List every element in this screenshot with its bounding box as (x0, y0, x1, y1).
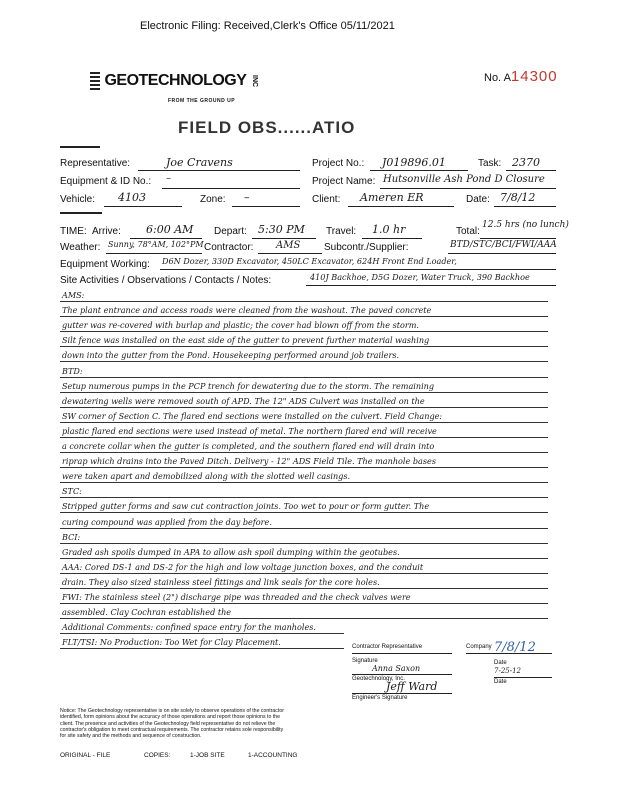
note-line: were taken apart and demobilized along with the slotted well casings. (62, 471, 351, 482)
note-line: BTD: (62, 365, 83, 376)
ruled-line (60, 528, 548, 529)
ruled-line (60, 543, 548, 544)
note-line: plastic flared end sections were used instead of metal. The northern flared end will receive (62, 425, 437, 436)
notice-line: identified, form opinions about the accuracy of those operations and report those opinions to the (60, 714, 281, 721)
note-line: FWI: The stainless steel (2") discharge pipe was threaded and the check valves were (62, 592, 411, 602)
ruled-line (60, 603, 548, 604)
equip-working-value: D6N Dozer, 330D Excavator, 450LC Excavator, 624H Front End Loader, (162, 256, 457, 266)
contractor-label: Contractor: (204, 242, 254, 253)
zone-label: Zone: (200, 194, 226, 205)
logo-mark-icon (90, 72, 100, 90)
ruled-line (60, 346, 548, 347)
company-name: GEOTECHNOLOGY (104, 72, 247, 89)
note-line: riprap which drains into the Paved Ditch. Delivery - 12" ADS Field Tile. The manhole bases (62, 456, 436, 467)
note-line: gutter was re-covered with burlap and plastic; the cover had blown off from the storm. (62, 320, 419, 331)
form-title: FIELD OBS......ATIO (178, 118, 356, 137)
notice-line: contractor's obligation to meet contractual requirements. The contractor retains sole responsibility (60, 726, 284, 733)
depart-label: Depart: (214, 226, 247, 237)
ruled-line (60, 588, 548, 589)
ruled-line (60, 482, 548, 483)
company-date: 7/8/12 (494, 640, 536, 655)
note-line: dewatering wells were removed south of APD. The 12" ADS Culvert was installed on the (62, 395, 425, 406)
signature-date: 7-25-12 (494, 667, 521, 675)
ruled-line (60, 512, 548, 513)
company-logo (90, 72, 258, 90)
representative-label: Representative: (60, 158, 131, 169)
signature-label: Signature (352, 658, 378, 664)
task-value: 2370 (512, 156, 540, 169)
ruled-line (60, 573, 548, 574)
ruled-line (60, 377, 548, 378)
equipment-label: Equipment & ID No.: (60, 176, 152, 187)
note-line: Stripped gutter forms and saw cut contraction joints. Too wet to pour or form gutter. The (62, 501, 430, 512)
total-value: 12.5 hrs (no lunch) (482, 220, 569, 230)
arrive-value: 6:00 AM (146, 223, 194, 236)
notice-line: for site safety and the methods and sequence of construction. (60, 733, 202, 740)
note-line: The plant entrance and access roads were cleaned from the washout. The paved concrete (62, 305, 432, 316)
project-no-label: Project No.: (312, 158, 365, 169)
note-line: curing compound was applied from the day before. (62, 516, 272, 527)
note-line: down into the gutter from the Pond. Housekeeping performed around job trailers. (62, 350, 400, 361)
footer-original: ORIGINAL - FILE (60, 752, 111, 759)
geotech-signature: Jeff Ward (386, 680, 438, 693)
client-value: Ameren ER (360, 191, 424, 204)
arrive-label: Arrive: (92, 226, 121, 237)
date-value: 7/8/12 (500, 191, 536, 204)
ruled-line (60, 407, 548, 408)
ruled-line (60, 452, 548, 453)
engineer-date-label: Date (494, 679, 507, 685)
subcontr-value: BTD/STC/BCI/FWI/AAA (450, 240, 557, 250)
task-label: Task: (478, 158, 502, 169)
note-line: AAA: Cored DS-1 and DS-2 for the high and low voltage junction boxes, and the conduit (62, 561, 424, 572)
weather-label: Weather: (60, 242, 101, 253)
vehicle-value: 4103 (118, 191, 146, 204)
footer-job-site: 1-JOB SITE (190, 752, 225, 759)
note-line: a concrete collar when the gutter is completed, and the southern flared end will drain into (62, 441, 435, 451)
company-suffix: INC (250, 74, 258, 88)
note-line: drain. They also sized stainless steel fittings and link seals for the core holes. (62, 576, 380, 587)
note-line: AMS: (62, 290, 85, 300)
time-label: TIME: (60, 226, 87, 237)
company-tagline: FROM THE GROUND UP (168, 98, 236, 104)
ruled-line (60, 392, 548, 393)
note-line: Additional Comments: confined space entry for the manholes. (62, 622, 316, 633)
note-line: FLT/TSI: No Production: Too Wet for Clay Placement. (62, 637, 281, 648)
zone-value: – (244, 191, 250, 204)
client-label: Client: (312, 194, 341, 205)
equipment-value: – (166, 173, 171, 184)
note-line: Graded ash spoils dumped in APA to allow ash spoil dumping within the geotubes. (62, 546, 400, 557)
filing-stamp: Electronic Filing: Received,Clerk's Office 05/11/2021 (140, 20, 395, 32)
ruled-line (60, 301, 548, 302)
ruled-line (60, 648, 344, 649)
note-line: BCI: (62, 531, 81, 542)
ruled-line (60, 467, 548, 468)
section-rule (60, 212, 102, 214)
ruled-line (60, 633, 344, 634)
note-line: assembled. Clay Cochran established the (62, 607, 232, 618)
representative-value: Joe Cravens (166, 156, 233, 169)
note-line: SW corner of Section C. The flared end sections were installed on the culvert. Field Change: (62, 410, 443, 421)
project-name-label: Project Name: (312, 176, 376, 187)
subcontr-label: Subcontr./Supplier: (324, 242, 409, 253)
ruled-line (60, 331, 548, 332)
geotech-label: Geotechnology, Inc. (352, 676, 405, 682)
travel-value: 1.0 hr (372, 223, 406, 236)
depart-value: 5:30 PM (258, 223, 305, 236)
signature-date-label: Date (494, 660, 507, 666)
notice-text (60, 708, 284, 739)
ruled-line (60, 422, 548, 423)
signature-value: Anna Saxon (372, 664, 421, 673)
title-rule (60, 146, 100, 148)
total-label: Total: (456, 226, 480, 237)
company-label: Company (466, 644, 492, 650)
ruled-line (60, 558, 548, 559)
note-line: Setup numerous pumps in the PCP trench for dewatering due to the storm. The remaining (62, 380, 435, 391)
contractor-value: AMS (276, 240, 301, 251)
ruled-line (60, 316, 548, 317)
travel-label: Travel: (326, 226, 357, 237)
activities-label: Site Activities / Observations / Contacts / Notes: (60, 275, 272, 286)
weather-value: Sunny, 78°AM, 102°PM (108, 240, 204, 249)
ruled-line (60, 618, 548, 619)
ruled-line (60, 437, 548, 438)
contractor-rep-label: Contractor Representative (352, 644, 423, 650)
doc-number-value: 14300 (510, 68, 558, 85)
footer-copies: COPIES: (144, 752, 171, 759)
activities-cont: 410J Backhoe, D5G Dozer, Water Truck, 390 Backhoe (310, 272, 530, 282)
footer-accounting: 1-ACCOUNTING (248, 752, 298, 759)
date-label: Date: (466, 194, 490, 205)
notice-line: Notice: The Geotechnology representative is on site solely to observe operations of the contractor (60, 708, 284, 714)
ruled-line (60, 497, 548, 498)
vehicle-label: Vehicle: (60, 194, 96, 205)
notice-line: client. The presence and activities of the Geotechnology field representative do not relieve the (60, 720, 276, 727)
equip-working-label: Equipment Working: (60, 259, 150, 270)
doc-number-prefix: No. A (484, 72, 511, 84)
project-no-value: J019896.01 (382, 156, 446, 169)
project-name-value: Hutsonville Ash Pond D Closure (383, 174, 545, 185)
note-line: Silt fence was installed on the east side of the gutter to prevent further material washing (62, 335, 430, 346)
engineer-label: Engineer's Signature (352, 695, 408, 701)
ruled-line (60, 361, 548, 362)
doc-number (484, 68, 558, 85)
note-line: STC: (62, 486, 82, 497)
